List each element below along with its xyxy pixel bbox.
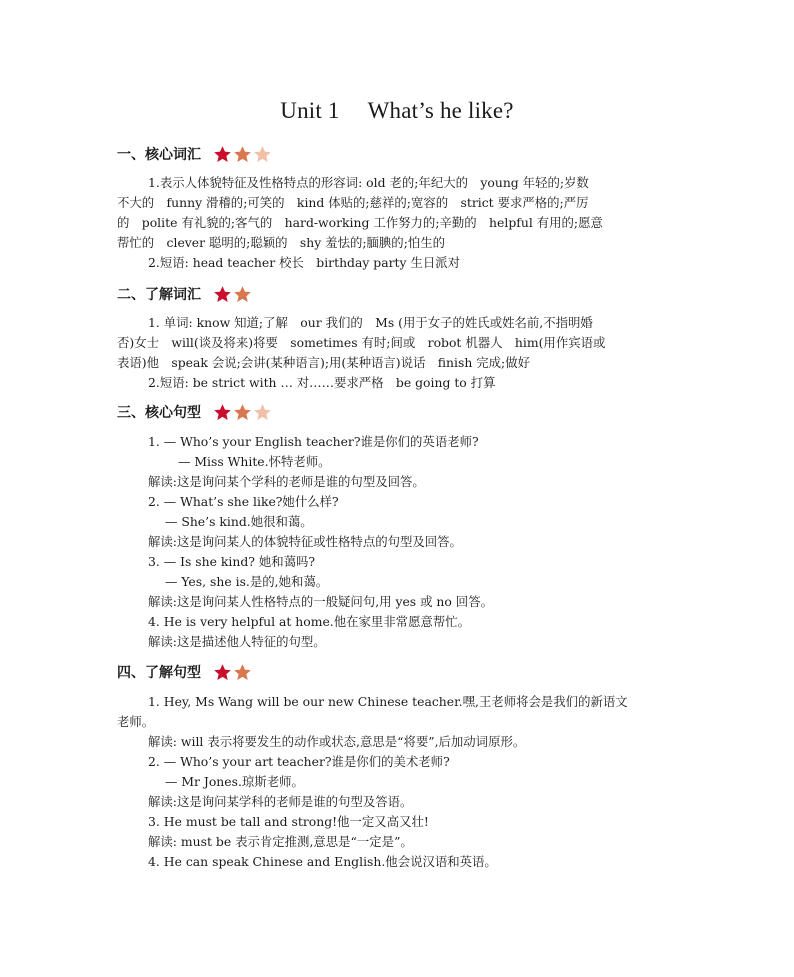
text-line: 3. — Is she kind? 她和蔼吗? [148, 554, 316, 569]
star-icon [233, 145, 252, 164]
text-line: 2. — What’s she like?她什么样? [148, 494, 339, 509]
star-icon [213, 403, 232, 422]
star-icon [233, 663, 252, 682]
text-line: 否)女士 will(谈及将来)将要 sometimes 有时;间或 robot 机器人 him(用作宾语或 [117, 335, 606, 350]
star-icon [253, 145, 272, 164]
star-rating [213, 663, 252, 682]
section-title: 二、了解词汇 [117, 287, 201, 303]
text-line: 1.表示人体貌特征及性格特点的形容词: old 老的;年纪大的 young 年轻的;岁数 [148, 175, 589, 190]
text-line: 解读:这是描述他人特征的句型。 [148, 634, 326, 649]
text-line: 老师。 [117, 714, 155, 729]
section-heading-know-sentences [117, 661, 252, 683]
text-line: 的 polite 有礼貌的;客气的 hard-working 工作努力的;辛勤的 helpful 有用的;愿意 [117, 215, 603, 230]
text-line: 解读:这是询问某个学科的老师是谁的句型及回答。 [148, 474, 425, 489]
text-line: — Miss White.怀特老师。 [178, 454, 331, 469]
unit-title [0, 98, 794, 124]
star-rating [213, 403, 272, 422]
text-line: 1. Hey, Ms Wang will be our new Chinese teacher.嘿,王老师将会是我们的新语文 [148, 694, 628, 709]
text-line: 解读: must be 表示肯定推测,意思是“一定是”。 [148, 834, 413, 849]
text-line: 4. He can speak Chinese and English.他会说汉语和英语。 [148, 854, 497, 869]
section-title: 四、了解句型 [117, 665, 201, 681]
star-rating [213, 285, 252, 304]
text-line: 4. He is very helpful at home.他在家里非常愿意帮忙。 [148, 614, 471, 629]
section-title: 三、核心句型 [117, 405, 201, 421]
star-icon [233, 403, 252, 422]
text-line: 表语)他 speak 会说;会讲(某种语言);用(某种语言)说话 finish 完成;做好 [117, 355, 531, 370]
star-icon [253, 403, 272, 422]
section-heading-core-sentences [117, 401, 272, 423]
section-heading-know-vocab [117, 283, 252, 305]
text-line: 2.短语: head teacher 校长 birthday party 生日派对 [148, 255, 461, 270]
text-line: 解读:这是询问某人的体貌特征或性格特点的句型及回答。 [148, 534, 462, 549]
text-line: 帮忙的 clever 聪明的;聪颖的 shy 羞怯的;腼腆的;怕生的 [117, 235, 446, 250]
section-title: 一、核心词汇 [117, 147, 201, 163]
star-icon [233, 285, 252, 304]
text-line: 1. 单词: know 知道;了解 our 我们的 Ms (用于女子的姓氏或姓名前,不指明婚 [148, 315, 593, 330]
unit-name: What’s he like? [367, 98, 514, 123]
text-line: 1. — Who’s your English teacher?谁是你们的英语老师? [148, 434, 479, 449]
text-line: — Yes, she is.是的,她和蔼。 [165, 574, 329, 589]
text-line: 解读:这是询问某学科的老师是谁的句型及答语。 [148, 794, 413, 809]
star-icon [213, 285, 232, 304]
text-line: — Mr Jones.琼斯老师。 [165, 774, 304, 789]
star-icon [213, 145, 232, 164]
section-heading-core-vocab [117, 143, 272, 165]
text-line: 解读: will 表示将要发生的动作或状态,意思是“将要”,后加动词原形。 [148, 734, 526, 749]
star-rating [213, 145, 272, 164]
unit-number: Unit 1 [280, 98, 340, 123]
text-line: — She’s kind.她很和蔼。 [165, 514, 313, 529]
text-line: 2.短语: be strict with … 对……要求严格 be going to 打算 [148, 375, 496, 390]
star-icon [213, 663, 232, 682]
text-line: 2. — Who’s your art teacher?谁是你们的美术老师? [148, 754, 450, 769]
text-line: 解读:这是询问某人性格特点的一般疑问句,用 yes 或 no 回答。 [148, 594, 493, 609]
text-line: 3. He must be tall and strong!他一定又高又壮! [148, 814, 429, 829]
text-line: 不大的 funny 滑稽的;可笑的 kind 体贴的;慈祥的;宽容的 strict 要求严格的;严厉 [117, 195, 589, 210]
